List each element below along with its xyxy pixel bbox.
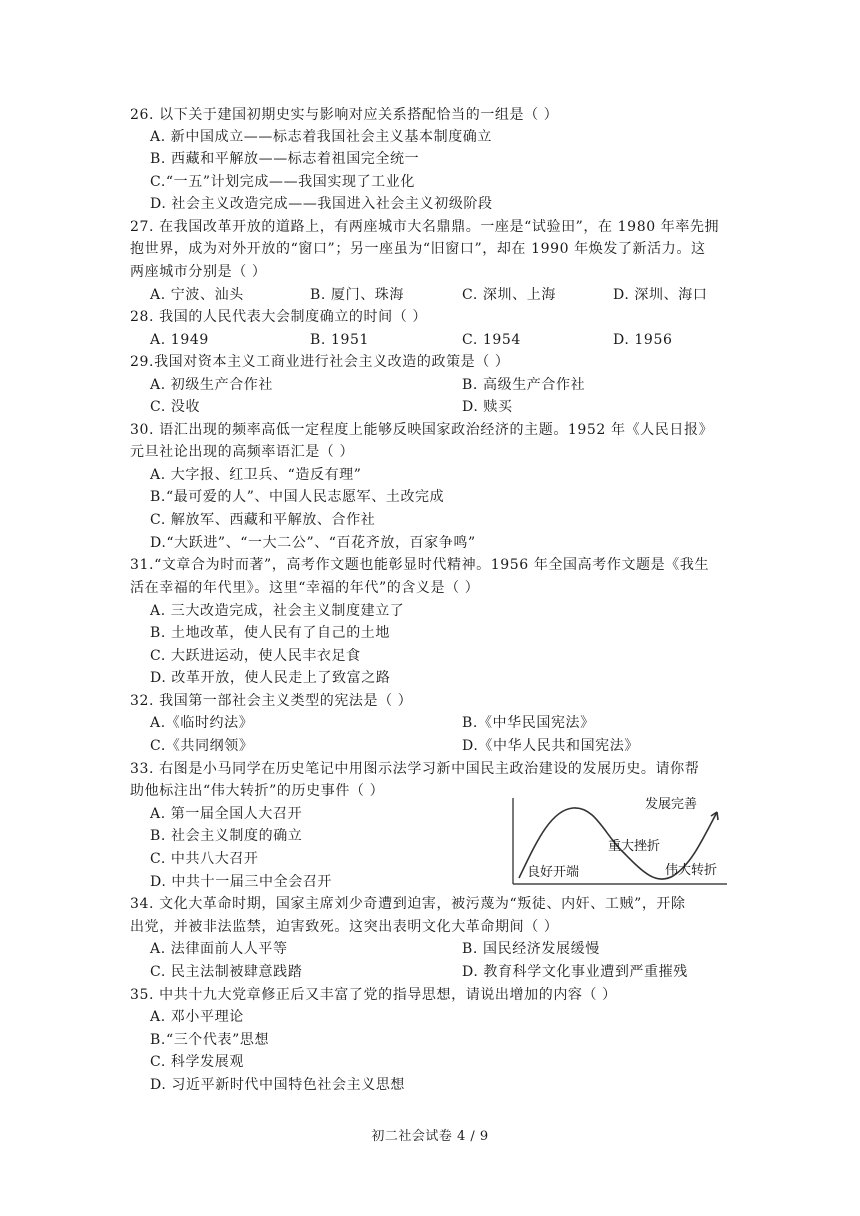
q33-option-b: B. 社会主义制度的确立 (150, 828, 303, 844)
q35-option-c: C. 科学发展观 (150, 1054, 244, 1070)
q27-stem-line2: 抱世界，成为对外开放的“窗口”；另一座虽为“旧窗口”，却在 1990 年焕发了新活力。这 (130, 241, 706, 257)
q29-stem: 29.我国对资本主义工商业进行社会主义改造的政策是（ ） (130, 354, 510, 370)
q33-option-a: A. 第一届全国人大召开 (150, 806, 303, 822)
q29-option-a: A. 初级生产合作社 (150, 377, 274, 393)
q32-option-a: A.《临时约法》 (150, 715, 254, 731)
q34-option-d: D. 教育科学文化事业遭到严重摧残 (462, 964, 688, 980)
q29-option-b: B. 高级生产合作社 (462, 377, 586, 393)
q33-option-c: C. 中共八大召开 (150, 851, 259, 867)
q30-option-c: C. 解放军、西藏和平解放、合作社 (150, 512, 376, 528)
q32-stem: 32. 我国第一部社会主义类型的宪法是（ ） (130, 693, 413, 709)
q28-option-d: D. 1956 (613, 332, 673, 348)
q30-option-a: A. 大字报、红卫兵、“造反有理” (150, 467, 362, 483)
label-good-start: 良好开端 (527, 865, 580, 880)
q31-stem-line1: 31.“文章合为时而著”，高考作文题也能彰显时代精神。1956 年全国高考作文题是《我生 (130, 557, 710, 573)
q32-option-c: C.《共同纲领》 (150, 738, 254, 754)
q26-option-d: D. 社会主义改造完成——我国进入社会主义初级阶段 (150, 196, 493, 212)
q35-option-d: D. 习近平新时代中国特色社会主义思想 (150, 1077, 406, 1093)
q32-option-b: B.《中华民国宪法》 (462, 715, 595, 731)
q34-stem-line1: 34. 文化大革命时期，国家主席刘少奇遭到迫害，被污蔑为“叛徒、内奸、工贼”，开除 (130, 896, 686, 912)
q33-option-d: D. 中共十一届三中全会召开 (150, 874, 333, 890)
q31-option-b: B. 土地改革，使人民有了自己的土地 (150, 625, 390, 641)
q33-stem-line1: 33. 右图是小马同学在历史笔记中用图示法学习新中国民主政治建设的发展历史。请你帮 (130, 761, 700, 777)
q26-option-b: B. 西藏和平解放——标志着祖国完全统一 (150, 151, 420, 167)
q28-stem: 28. 我国的人民代表大会制度确立的时间（ ） (130, 309, 427, 325)
page-footer: 初二社会试卷 4 / 9 (371, 1129, 489, 1144)
q32-option-d: D.《中华人民共和国宪法》 (462, 738, 639, 754)
q34-option-b: B. 国民经济发展缓慢 (462, 941, 600, 957)
q31-option-a: A. 三大改造完成，社会主义制度建立了 (150, 603, 405, 619)
q27-stem-line3: 两座城市分别是（ ） (130, 264, 267, 280)
q27-option-c: C. 深圳、上海 (462, 287, 556, 303)
q26-stem: 26. 以下关于建国初期史实与影响对应关系搭配恰当的一组是（ ） (130, 107, 559, 123)
q28-option-c: C. 1954 (462, 332, 521, 348)
q27-option-b: B. 厦门、珠海 (310, 287, 404, 303)
q29-option-d: D. 赎买 (462, 399, 513, 415)
q31-option-c: C. 大跃进运动，使人民丰衣足食 (150, 648, 361, 664)
q26-option-a: A. 新中国成立——标志着我国社会主义基本制度确立 (150, 129, 493, 145)
q34-option-a: A. 法律面前人人平等 (150, 941, 288, 957)
label-great-turning-point: 伟大转折 (665, 863, 718, 878)
q27-option-d: D. 深圳、海口 (613, 287, 708, 303)
q28-option-b: B. 1951 (310, 332, 370, 348)
q33-development-diagram (505, 790, 730, 890)
q35-stem: 35. 中共十九大党章修正后又丰富了党的指导思想，请说出增加的内容（ ） (130, 987, 617, 1003)
q26-option-c: C.“一五”计划完成——我国实现了工业化 (150, 174, 415, 190)
q35-option-a: A. 邓小平理论 (150, 1009, 244, 1025)
q29-option-c: C. 没收 (150, 399, 201, 415)
q31-option-d: D. 改革开放，使人民走上了致富之路 (150, 670, 391, 686)
label-major-setback: 重大挫折 (608, 839, 661, 854)
q27-option-a: A. 宁波、汕头 (150, 287, 244, 303)
q33-stem-line2: 助他标注出“伟大转折”的历史事件（ ） (130, 783, 385, 799)
label-development-perfect: 发展完善 (645, 797, 698, 812)
q30-option-d: D.“大跃进”、“一大二公”、“百花齐放，百家争鸣” (150, 535, 476, 551)
q28-option-a: A. 1949 (150, 332, 209, 348)
q30-stem-line1: 30. 语汇出现的频率高低一定程度上能够反映国家政治经济的主题。1952 年《人民日报》 (130, 422, 714, 438)
q27-stem-line1: 27. 在我国改革开放的道路上，有两座城市大名鼎鼎。一座是“试验田”，在 1980 年率先拥 (130, 219, 720, 235)
q31-stem-line2: 活在幸福的年代里》。这里“幸福的年代”的含义是（ ） (130, 580, 480, 596)
q35-option-b: B.“三个代表”思想 (150, 1032, 270, 1048)
q34-option-c: C. 民主法制被肆意践踏 (150, 964, 303, 980)
q34-stem-line2: 出党，并被非法监禁，迫害致死。这突出表明文化大革命期间（ ） (130, 919, 559, 935)
q30-stem-line2: 元旦社论出现的高频率语汇是（ ） (130, 444, 355, 460)
q30-option-b: B.“最可爱的人”、中国人民志愿军、土改完成 (150, 489, 445, 505)
development-curve-svg (505, 790, 730, 890)
